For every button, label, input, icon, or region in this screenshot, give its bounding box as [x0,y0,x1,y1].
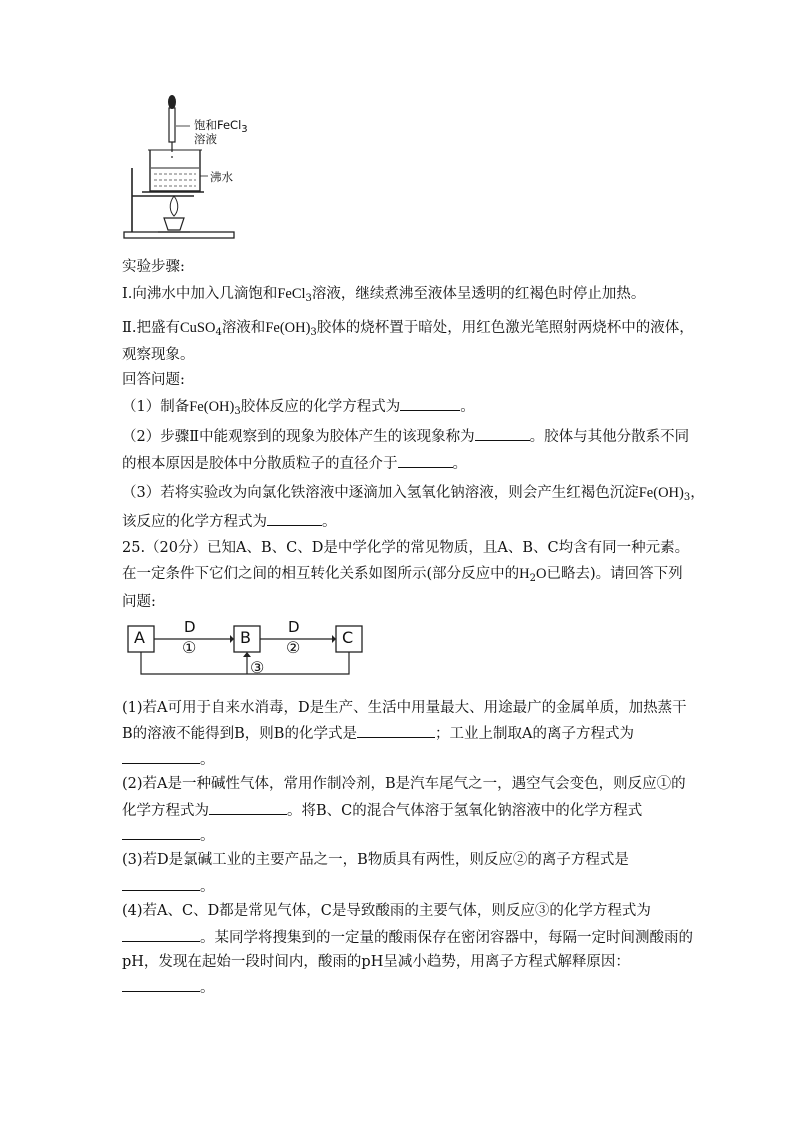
question-2-text-b: 。胶体与其他分散系不同 [529,429,690,445]
dropper-label [194,118,248,146]
sub-question-2-end: 。 [200,828,215,844]
water-formula-h: H [519,566,530,582]
sub-question-4-line-4 [122,977,215,998]
sub-question-2-text-a: 化学方程式为 [122,803,209,819]
answer-blank[interactable] [398,453,453,468]
question-1-formula: Fe(OH) [189,399,235,415]
dropper-label-text: 饱和FeCl [194,118,242,132]
sub-question-1-line-1: (1)若A可用于自来水消毒，D是生产、生活中用量最大、用途最广的金属单质，加热蒸干 [122,700,687,716]
question-2-text-a: （2）步骤Ⅱ中能观察到的现象为胶体产生的该现象称为 [122,429,475,445]
answer-blank[interactable] [475,426,530,441]
question-3-line-2 [122,511,337,532]
problem-25-line-2 [122,564,683,584]
step-1-text-b: 溶液，继续煮沸至液体呈透明的红褐色时停止加热。 [311,286,646,302]
step-2-text-a: Ⅱ.把盛有 [122,320,180,336]
answer-blank[interactable] [209,800,287,815]
problem-25-line-1: 25.（20分）已知A、B、C、D是中学化学的常见物质，且A、B、C均含有同一种元素。 [122,540,690,556]
question-2-text-c: 的根本原因是胶体中分散质粒子的直径介于 [122,456,398,472]
answer-blank[interactable] [122,876,200,891]
step-2 [122,318,694,338]
sub-question-2-line-3 [122,825,215,846]
sub-question-2-text-b: 。将B、C的混合气体溶于氢氧化钠溶液中的化学方程式 [287,803,643,819]
step-1-formula-sub: 3 [305,293,312,304]
sub-question-4-text-b: 。某同学将搜集到的一定量的酸雨保存在密闭容器中，每隔一定时间测酸雨的 [200,930,693,946]
arrow-label-d-1: D [184,618,196,636]
question-2-line-1 [122,426,689,447]
water-formula-o: O [536,566,547,582]
step-1 [122,284,645,304]
question-1-text-a: （1）制备 [122,399,190,415]
box-a: A [134,628,145,647]
sub-question-4-line-2 [122,927,693,948]
step-2-formula-2-sub: 3 [310,327,317,338]
step-2-formula-1: CuSO [179,320,216,336]
question-2-end: 。 [452,456,467,472]
answer-blank[interactable] [122,977,200,992]
sub-question-4-line-3: pH，发现在起始一段时间内，酸雨的pH呈减小趋势，用离子方程式解释原因： [122,954,630,970]
apparatus-figure [122,92,262,244]
step-1-formula: FeCl [277,286,306,302]
sub-question-2-line-2 [122,800,642,821]
sub-question-4-line-1: (4)若A、C、D都是常见气体，C是导致酸雨的主要气体，则反应③的化学方程式为 [122,903,651,919]
answer-blank[interactable] [267,511,322,526]
sub-question-3-end: 。 [200,879,215,895]
question-3-end: 。 [322,514,337,530]
apparatus-drawing [122,92,262,244]
step-2-continued: 观察现象。 [122,347,195,363]
sub-question-1-text-a: B的溶液不能得到B，则B的化学式是 [122,726,357,742]
box-b: B [240,628,251,647]
question-1 [122,396,475,417]
sub-question-4-end: 。 [200,980,215,996]
reaction-number-3: ③ [250,658,265,677]
step-2-formula-1-sub: 4 [215,327,222,338]
step-2-text-c: 胶体的烧杯置于暗处，用红色激光笔照射两烧杯中的液体， [316,320,694,336]
step-2-formula-2: Fe(OH) [265,320,311,336]
problem-25-line-3: 问题: [122,594,156,610]
sub-question-3-line-2 [122,876,215,897]
problem-25-text-a: 在一定条件下它们之间的相互转化关系如图所示(部分反应中的 [122,566,520,582]
question-3-text-c: 该反应的化学方程式为 [122,514,267,530]
flow-diagram [120,618,370,682]
reaction-number-2: ② [286,638,301,657]
steps-heading: 实验步骤: [122,259,185,275]
sub-question-3-line-1: (3)若D是氯碱工业的主要产品之一，B物质具有两性，则反应②的离子方程式是 [122,852,629,868]
sub-question-1-line-3 [122,749,215,770]
question-3-text-b: ， [690,485,705,501]
answer-heading: 回答问题: [122,372,185,388]
water-label: 沸水 [210,170,233,184]
step-2-text-b: 溶液和 [221,320,266,336]
dropper-label-sub: 3 [241,124,248,135]
answer-blank[interactable] [357,723,435,738]
answer-blank[interactable] [122,749,200,764]
sub-question-1-end: 。 [200,752,215,768]
answer-blank[interactable] [122,825,200,840]
step-1-text-a: Ⅰ.向沸水中加入几滴饱和 [122,286,278,302]
question-1-formula-sub: 3 [234,406,241,417]
answer-blank[interactable] [122,927,200,942]
sub-question-1-text-b: ；工业上制取A的离子方程式为 [434,726,634,742]
question-2-line-2 [122,453,467,474]
problem-25-text-b: 已略去)。请回答下列 [546,566,683,582]
arrow-label-d-2: D [288,618,300,636]
question-3-line-1 [122,483,705,503]
reaction-number-1: ① [182,638,197,657]
question-1-text-b: 胶体反应的化学方程式为 [240,399,401,415]
dropper-label-solution: 溶液 [194,132,217,146]
question-1-end: 。 [460,399,475,415]
sub-question-2-line-1: (2)若A是一种碱性气体，常用作制冷剂，B是汽车尾气之一，遇空气会变色，则反应①的 [122,776,686,792]
water-formula-sub: 2 [529,573,537,584]
question-3-text-a: （3）若将实验改为向氯化铁溶液中逐滴加入氢氧化钠溶液，则会产生红褐色沉淀 [122,485,639,501]
box-c: C [342,628,354,647]
question-3-formula: Fe(OH) [638,485,684,501]
question-3-formula-sub: 3 [683,492,691,503]
answer-blank[interactable] [400,396,460,411]
sub-question-1-line-2 [122,723,634,744]
